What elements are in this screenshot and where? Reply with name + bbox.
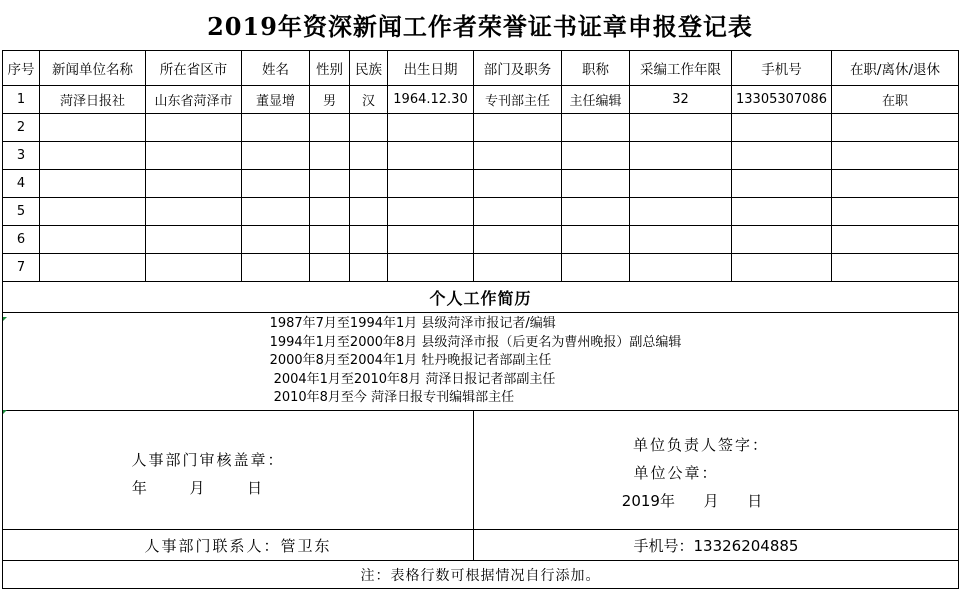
table-cell[interactable] — [242, 142, 310, 170]
table-cell[interactable] — [562, 254, 630, 282]
table-row — [3, 114, 959, 142]
column-header: 职称 — [562, 51, 630, 86]
footnote: 注：表格行数可根据情况自行添加。 — [3, 561, 959, 589]
table-cell[interactable] — [732, 142, 832, 170]
column-header: 序号 — [3, 51, 40, 86]
table-cell[interactable] — [832, 226, 959, 254]
table-cell[interactable] — [310, 114, 350, 142]
table-cell[interactable] — [832, 254, 959, 282]
registration-table — [2, 50, 959, 589]
history-heading: 个人工作简历 — [3, 282, 959, 313]
table-cell[interactable] — [832, 114, 959, 142]
table-cell[interactable] — [388, 198, 474, 226]
history-line: 2010年8月至今 菏泽日报专刊编辑部主任 — [273, 390, 515, 406]
table-cell[interactable]: 32 — [630, 86, 732, 114]
unit-sign-cell[interactable] — [474, 411, 959, 530]
table-cell[interactable]: 4 — [3, 170, 40, 198]
table-cell[interactable] — [350, 142, 388, 170]
table-cell[interactable] — [146, 170, 242, 198]
table-cell[interactable]: 7 — [3, 254, 40, 282]
table-cell[interactable] — [630, 198, 732, 226]
table-row — [3, 254, 959, 282]
table-cell[interactable] — [242, 170, 310, 198]
hr-contact-cell[interactable]: 人事部门联系人：管卫东 — [3, 530, 474, 561]
table-cell[interactable] — [388, 114, 474, 142]
table-cell[interactable] — [630, 226, 732, 254]
table-cell[interactable]: 2 — [3, 114, 40, 142]
table-row — [3, 142, 959, 170]
header-row — [3, 51, 959, 86]
table-cell[interactable]: 主任编辑 — [562, 86, 630, 114]
column-header: 在职/离休/退休 — [832, 51, 959, 86]
table-cell[interactable] — [40, 170, 146, 198]
table-cell[interactable] — [562, 226, 630, 254]
table-cell[interactable] — [832, 170, 959, 198]
table-cell[interactable] — [146, 254, 242, 282]
table-cell[interactable] — [146, 114, 242, 142]
table-cell[interactable] — [474, 254, 562, 282]
cell-marker-icon — [3, 410, 7, 414]
table-cell[interactable] — [630, 170, 732, 198]
history-line: 1994年1月至2000年8月 县级菏泽市报（后更名为曹州晚报）副总编辑 — [269, 334, 682, 350]
table-cell[interactable] — [40, 198, 146, 226]
table-cell[interactable] — [40, 226, 146, 254]
table-cell[interactable] — [388, 254, 474, 282]
table-cell[interactable] — [732, 226, 832, 254]
table-cell[interactable]: 1964.12.30 — [388, 86, 474, 114]
table-cell[interactable] — [242, 198, 310, 226]
table-cell[interactable] — [732, 114, 832, 142]
table-cell[interactable] — [350, 226, 388, 254]
table-cell[interactable] — [242, 254, 310, 282]
table-cell[interactable]: 汉 — [350, 86, 388, 114]
table-cell[interactable] — [832, 198, 959, 226]
table-cell[interactable]: 在职 — [832, 86, 959, 114]
table-cell[interactable] — [350, 198, 388, 226]
table-row — [3, 170, 959, 198]
table-cell[interactable] — [474, 226, 562, 254]
table-cell[interactable]: 13305307086 — [732, 86, 832, 114]
table-cell[interactable] — [832, 142, 959, 170]
column-header: 所在省区市 — [146, 51, 242, 86]
history-line: 2004年1月至2010年8月 菏泽日报记者部副主任 — [273, 371, 556, 387]
table-cell[interactable]: 6 — [3, 226, 40, 254]
table-cell[interactable] — [40, 254, 146, 282]
hr-review-date: 年 月 日 — [131, 479, 265, 497]
table-cell[interactable]: 董显增 — [242, 86, 310, 114]
column-header: 手机号 — [732, 51, 832, 86]
table-cell[interactable] — [40, 114, 146, 142]
leader-sign-label: 单位负责人签字： — [632, 436, 769, 454]
data-rows — [3, 86, 959, 282]
table-cell[interactable] — [474, 170, 562, 198]
table-cell[interactable] — [242, 114, 310, 142]
table-cell[interactable] — [474, 198, 562, 226]
table-cell[interactable] — [474, 114, 562, 142]
table-cell[interactable] — [310, 226, 350, 254]
table-cell[interactable] — [242, 226, 310, 254]
column-header: 民族 — [350, 51, 388, 86]
table-cell[interactable] — [40, 142, 146, 170]
table-cell[interactable] — [630, 254, 732, 282]
table-cell[interactable] — [630, 142, 732, 170]
table-cell[interactable]: 专刊部主任 — [474, 86, 562, 114]
unit-date: 2019年 月 日 — [621, 492, 763, 510]
history-cell[interactable] — [3, 313, 959, 411]
column-header: 姓名 — [242, 51, 310, 86]
table-cell[interactable] — [562, 142, 630, 170]
table-cell[interactable] — [562, 198, 630, 226]
cell-marker-icon — [3, 317, 7, 321]
history-line: 1987年7月至1994年1月 县级菏泽市报记者/编辑 — [269, 316, 556, 332]
table-cell[interactable] — [310, 198, 350, 226]
table-cell[interactable] — [732, 254, 832, 282]
table-cell[interactable] — [310, 170, 350, 198]
table-cell[interactable]: 菏泽日报社 — [40, 86, 146, 114]
table-cell[interactable] — [310, 254, 350, 282]
table-row — [3, 86, 959, 114]
table-cell[interactable] — [146, 142, 242, 170]
hr-review-cell[interactable] — [3, 411, 474, 530]
table-cell[interactable] — [350, 254, 388, 282]
table-row — [3, 226, 959, 254]
column-header: 出生日期 — [388, 51, 474, 86]
table-cell[interactable] — [732, 170, 832, 198]
table-cell[interactable]: 男 — [310, 86, 350, 114]
table-cell[interactable] — [732, 198, 832, 226]
unit-seal-label: 单位公章： — [633, 464, 719, 482]
table-row — [3, 198, 959, 226]
history-line: 2000年8月至2004年1月 牡丹晚报记者部副主任 — [269, 353, 552, 369]
table-cell[interactable] — [146, 198, 242, 226]
column-header: 性别 — [310, 51, 350, 86]
column-header: 新闻单位名称 — [40, 51, 146, 86]
table-cell[interactable] — [630, 114, 732, 142]
table-cell[interactable] — [562, 170, 630, 198]
column-header: 采编工作年限 — [630, 51, 732, 86]
table-cell[interactable]: 5 — [3, 198, 40, 226]
table-cell[interactable] — [388, 142, 474, 170]
hr-review-label: 人事部门审核盖章： — [131, 451, 285, 469]
table-cell[interactable] — [310, 142, 350, 170]
table-cell[interactable] — [350, 114, 388, 142]
contact-phone-cell[interactable]: 手机号：13326204885 — [474, 530, 959, 561]
table-cell[interactable] — [562, 114, 630, 142]
table-cell[interactable]: 3 — [3, 142, 40, 170]
form-title: 2019年资深新闻工作者荣誉证书证章申报登记表 — [207, 11, 753, 41]
table-cell[interactable] — [350, 170, 388, 198]
table-cell[interactable]: 山东省菏泽市 — [146, 86, 242, 114]
table-cell[interactable]: 1 — [3, 86, 40, 114]
table-cell[interactable] — [146, 226, 242, 254]
table-cell[interactable] — [474, 142, 562, 170]
column-header: 部门及职务 — [474, 51, 562, 86]
table-cell[interactable] — [388, 170, 474, 198]
table-cell[interactable] — [388, 226, 474, 254]
